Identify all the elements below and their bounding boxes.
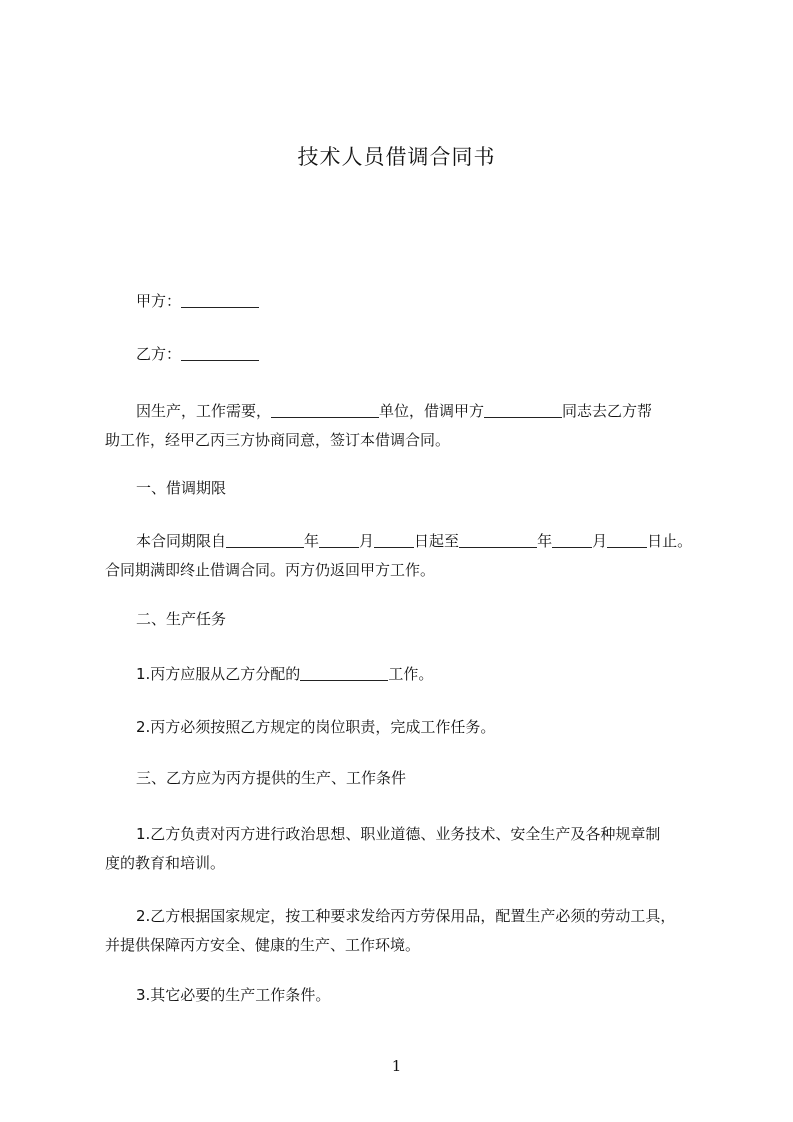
section-3-item-2 (105, 902, 705, 960)
section-2-item-2: 2.丙方必须按照乙方规定的岗位职责，完成工作任务。 (136, 718, 496, 736)
month-label: 月 (359, 532, 375, 550)
year-label: 年 (304, 532, 320, 550)
end-day-blank (607, 531, 647, 548)
document-title: 技术人员借调合同书 (297, 145, 496, 169)
party-b-blank (181, 344, 259, 361)
section-1-paragraph (105, 527, 705, 585)
comrade-blank (484, 401, 562, 418)
term-line-1 (105, 527, 705, 556)
section-3-item-1 (105, 820, 705, 878)
condition-2-line-2: 并提供保障丙方安全、健康的生产、工作环境。 (105, 936, 421, 954)
start-month-blank (319, 531, 359, 548)
unit-blank (271, 401, 379, 418)
term-text-start: 本合同期限自 (136, 532, 227, 550)
work-blank (300, 664, 388, 681)
end-year-blank (459, 531, 537, 548)
condition-1-line-2: 度的教育和培训。 (105, 854, 226, 872)
intro-paragraph (105, 397, 705, 455)
intro-line-2: 助工作，经甲乙丙三方协商同意，签订本借调合同。 (105, 431, 451, 449)
party-b-label: 乙方： (136, 345, 182, 363)
task-item-1-end: 工作。 (388, 665, 434, 683)
party-a-label: 甲方： (136, 292, 182, 310)
start-day-blank (374, 531, 414, 548)
year-label-2: 年 (537, 532, 553, 550)
intro-text-1: 因生产，工作需要， (136, 402, 272, 420)
party-a-blank (181, 291, 259, 308)
day-from-label: 日起至 (414, 532, 460, 550)
month-label-2: 月 (592, 532, 608, 550)
end-month-blank (552, 531, 592, 548)
intro-text-2: 单位，借调甲方 (379, 402, 485, 420)
day-to-label: 日止。 (647, 532, 693, 550)
section-2-item-1 (136, 664, 706, 684)
section-1-heading: 一、借调期限 (136, 479, 227, 497)
party-b-line (136, 344, 706, 364)
section-2-heading: 二、生产任务 (136, 610, 227, 628)
intro-line-1 (105, 397, 705, 426)
page-number: 1 (391, 1057, 402, 1075)
start-year-blank (226, 531, 304, 548)
section-3-heading: 三、乙方应为丙方提供的生产、工作条件 (136, 769, 407, 787)
term-line-2: 合同期满即终止借调合同。丙方仍返回甲方工作。 (105, 561, 436, 579)
condition-1-line-1: 1.乙方负责对丙方进行政治思想、职业道德、业务技术、安全生产及各种规章制 (136, 825, 661, 843)
section-3-item-3: 3.其它必要的生产工作条件。 (136, 986, 331, 1004)
condition-2-line-1: 2.乙方根据国家规定，按工种要求发给丙方劳保用品，配置生产必须的劳动工具， (136, 907, 676, 925)
intro-text-3: 同志去乙方帮 (562, 402, 653, 420)
task-item-1-text: 1.丙方应服从乙方分配的 (136, 665, 301, 683)
party-a-line (136, 291, 706, 311)
